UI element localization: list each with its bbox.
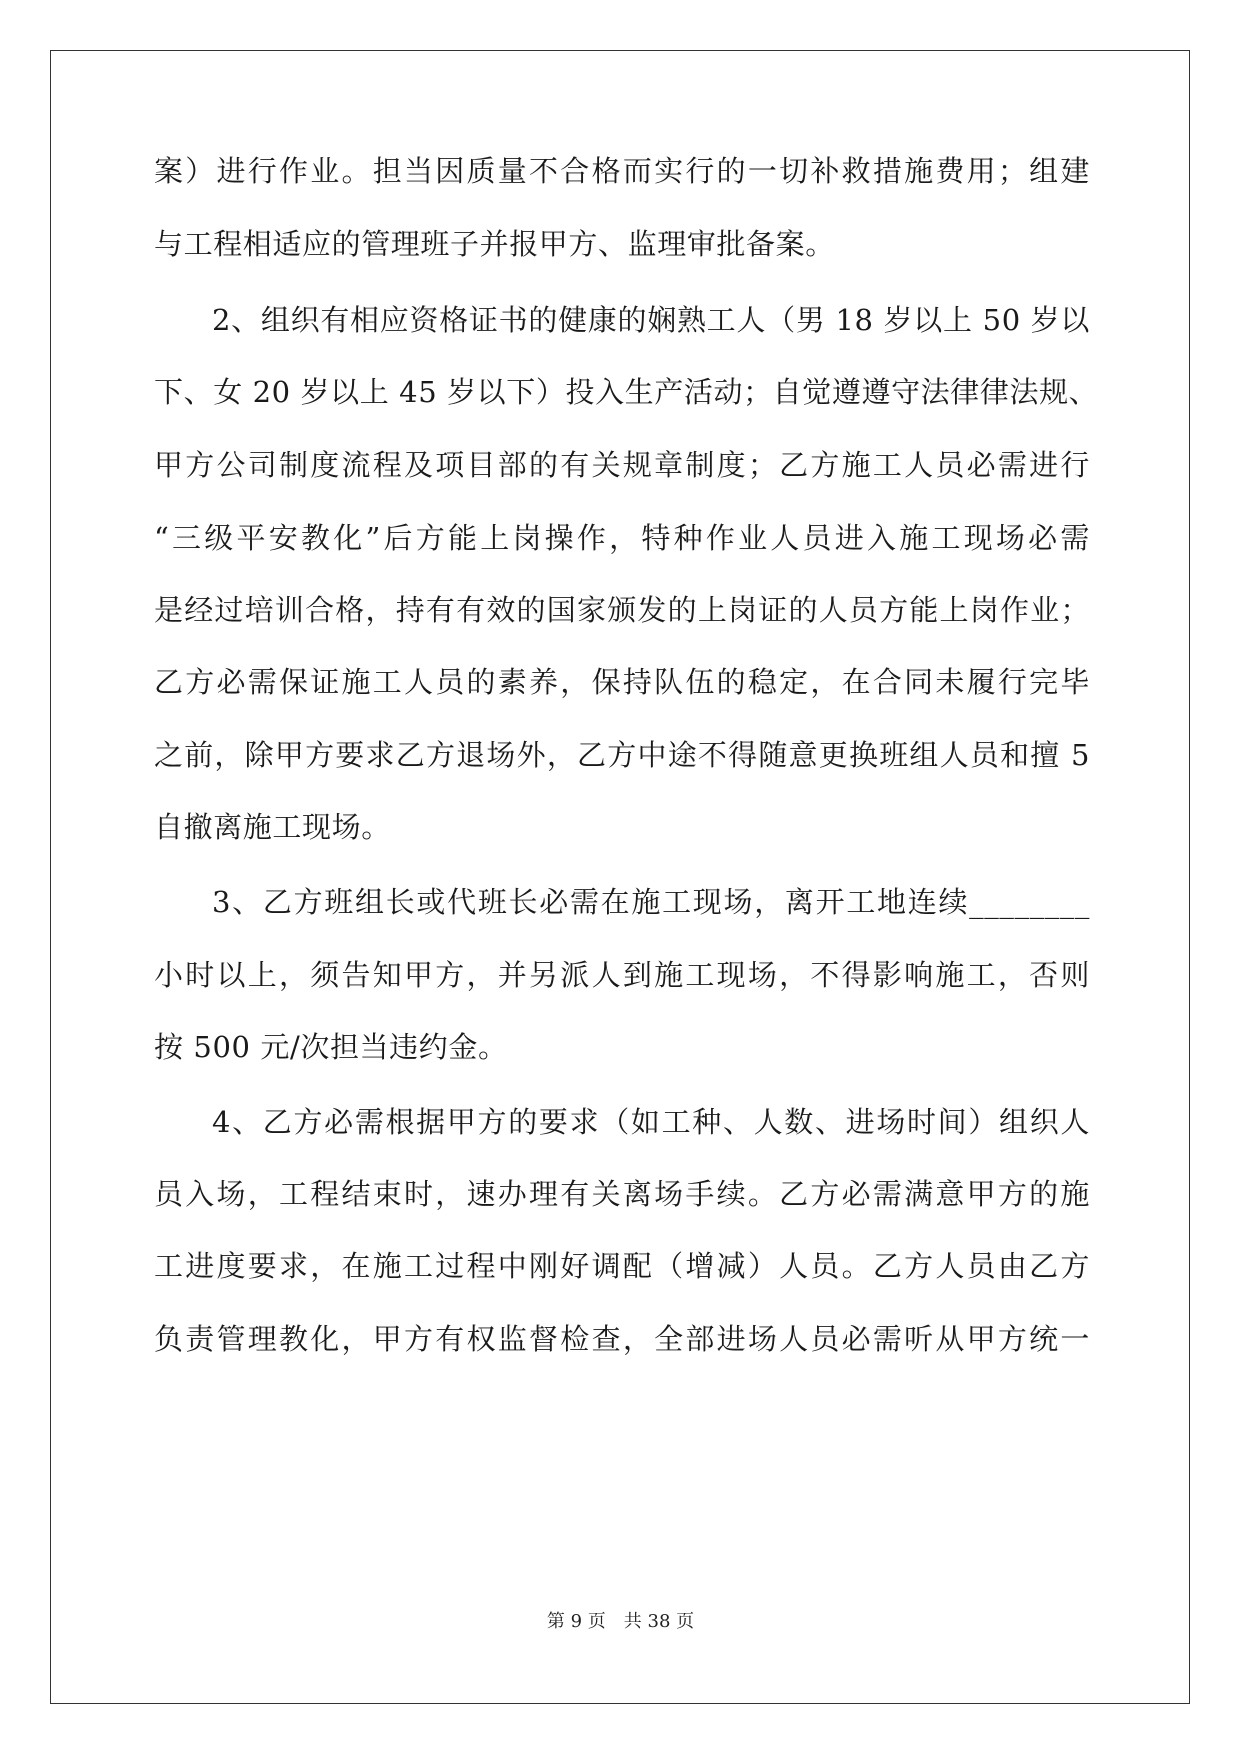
body-line: 自撤离施工现场。 — [154, 810, 391, 844]
page-footer — [0, 1611, 1241, 1633]
page-border — [50, 50, 1190, 1704]
body-line: 甲方公司制度流程及项目部的有关规章制度；乙方施工人员必需进行 — [154, 448, 1090, 482]
page-total: 共 38 页 — [623, 1611, 695, 1632]
page-number: 第 9 页 — [546, 1611, 606, 1632]
body-line: 4、乙方必需根据甲方的要求（如工种、人数、进场时间）组织人 — [212, 1105, 1090, 1139]
body-line: 乙方必需保证施工人员的素养，保持队伍的稳定，在合同未履行完毕 — [154, 665, 1090, 699]
body-line: “三级平安教化”后方能上岗操作，特种作业人员进入施工现场必需 — [154, 521, 1090, 555]
body-line: 2、组织有相应资格证书的健康的娴熟工人（男 18 岁以上 50 岁以 — [212, 303, 1090, 337]
body-line: 3、乙方班组长或代班长必需在施工现场，离开工地连续________ — [212, 885, 1090, 919]
body-line: 按 500 元/次担当违约金。 — [154, 1030, 508, 1064]
body-line: 之前，除甲方要求乙方退场外，乙方中途不得随意更换班组人员和擅 5 — [154, 738, 1090, 772]
body-line: 小时以上，须告知甲方，并另派人到施工现场，不得影响施工，否则 — [154, 958, 1090, 992]
body-line: 案）进行作业。担当因质量不合格而实行的一切补救措施费用；组建 — [154, 154, 1090, 188]
body-line: 是经过培训合格，持有有效的国家颁发的上岗证的人员方能上岗作业； — [154, 593, 1090, 627]
body-line: 下、女 20 岁以上 45 岁以下）投入生产活动；自觉遵遵守法律律法规、 — [154, 375, 1099, 409]
body-line: 员入场，工程结束时，速办理有关离场手续。乙方必需满意甲方的施 — [154, 1177, 1090, 1211]
body-line: 工进度要求，在施工过程中刚好调配（增减）人员。乙方人员由乙方 — [154, 1249, 1090, 1283]
body-line: 负责管理教化，甲方有权监督检查，全部进场人员必需听从甲方统一 — [154, 1322, 1090, 1356]
body-line: 与工程相适应的管理班子并报甲方、监理审批备案。 — [154, 227, 835, 261]
